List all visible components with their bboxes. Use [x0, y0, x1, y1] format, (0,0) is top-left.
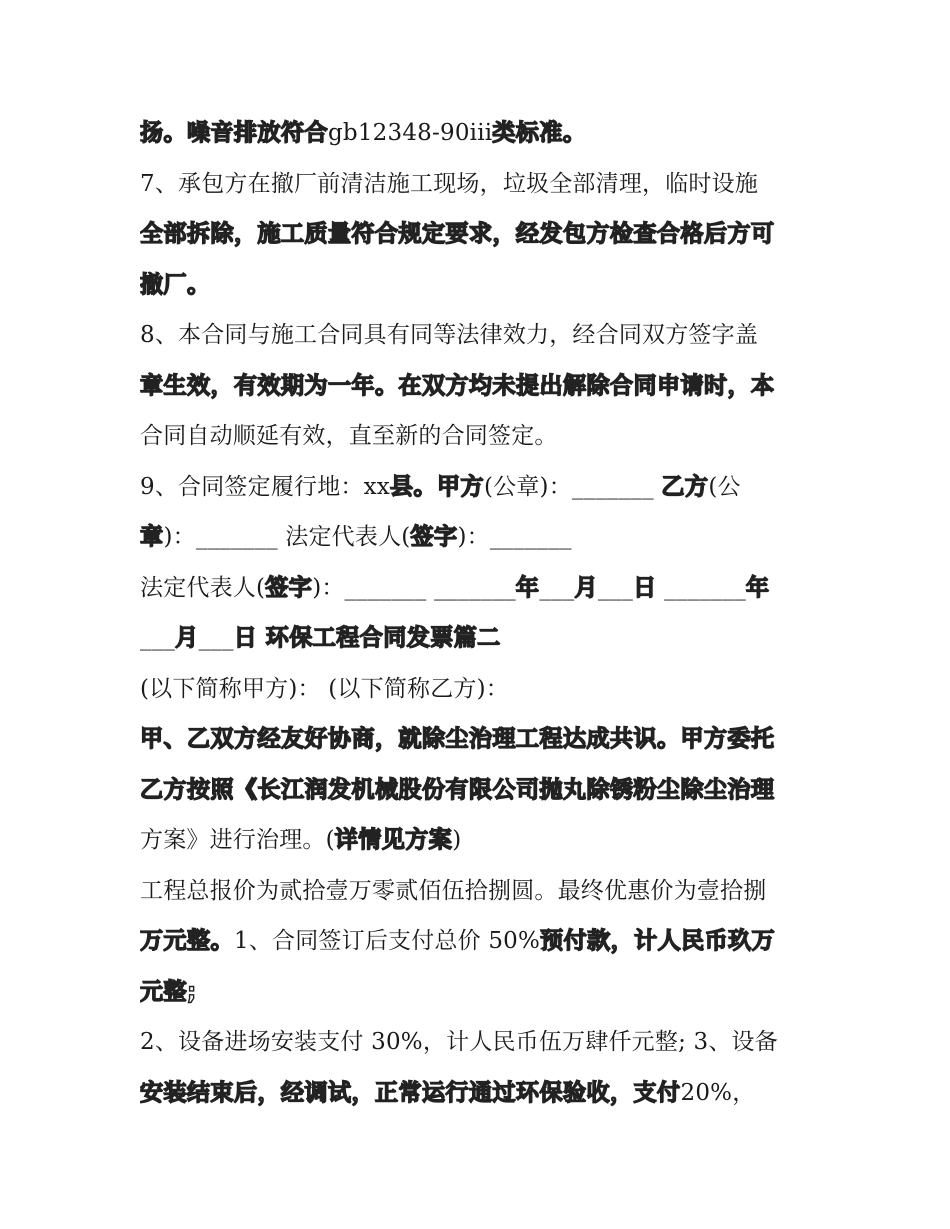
text-line — [140, 411, 820, 462]
text-segment: 7、承包方在撤厂前清洁施工现场，垃圾全部清理，临时设施 — [140, 170, 759, 197]
text-line — [140, 815, 820, 866]
text-segment: gb12348-90iii — [328, 120, 493, 146]
outlined-text-segment: 签字 — [410, 524, 458, 550]
text-segment: 8、本合同与施工合同具有同等法律效力，经合同双方签字盖 — [140, 322, 759, 348]
text-line — [140, 613, 820, 664]
text-line — [140, 967, 820, 1018]
outlined-text-segment: 签字 — [265, 574, 313, 601]
text-line — [140, 209, 820, 260]
text-line — [140, 512, 820, 563]
text-line — [140, 1068, 820, 1119]
outlined-text-segment: 甲、乙双方经友好协商，就除尘治理工程达成共识。甲方委托 — [140, 726, 775, 752]
text-line — [140, 765, 820, 816]
outlined-text-segment: 月 — [574, 574, 598, 601]
text-segment: ___ — [597, 574, 634, 601]
text-segment: ) — [452, 827, 462, 853]
text-segment: ___ — [198, 625, 234, 651]
text-segment: ___ — [539, 574, 575, 601]
outlined-text-segment: 详情见方案 — [334, 827, 453, 853]
outlined-text-segment: 元整; — [140, 978, 197, 1005]
text-line — [140, 1017, 820, 1068]
text-line — [140, 916, 820, 967]
text-segment: 方案》进行治理。( — [140, 827, 335, 853]
text-line — [140, 159, 820, 210]
text-line — [140, 310, 820, 361]
outlined-text-segment: 类标准。 — [492, 120, 587, 146]
text-segment: 1、合同签订后支付总价 50% — [234, 928, 541, 954]
text-segment: 20%， — [680, 1079, 756, 1106]
text-segment: 法定代表人( — [140, 574, 266, 601]
text-segment: (以下简称甲方)： (以下简称乙方)： — [140, 675, 510, 702]
outlined-text-segment: 年 — [746, 574, 770, 601]
text-line — [140, 866, 820, 917]
outlined-text-segment: 章生效，有效期为一年。在双方均未提出解除合同申请时，本 — [140, 372, 775, 399]
outlined-text-segment: 日 — [633, 574, 657, 601]
outlined-text-segment: 万元整。 — [140, 928, 234, 954]
text-line — [140, 664, 820, 715]
outlined-text-segment: 安装结束后，经调试，正常运行通过环保验收，支付 — [140, 1079, 681, 1106]
text-line — [140, 361, 820, 412]
text-segment: )：_______ _______ — [312, 574, 516, 601]
text-segment: (公章)：_______ — [483, 473, 662, 500]
text-line — [140, 563, 820, 614]
text-segment: )：_______ — [457, 524, 572, 550]
text-segment: 2、设备进场安装支付 30%，计人民币伍万肆仟元整; 3、设备 — [140, 1029, 778, 1055]
outlined-text-segment: 全部拆除，施工质量符合规定要求，经发包方检查合格后方可 — [140, 221, 775, 247]
text-segment: _______ — [656, 574, 747, 601]
text-line — [140, 260, 820, 311]
outlined-text-segment: 乙方按照《长江润发机械股份有限公司抛丸除锈粉尘除尘治理 — [140, 776, 775, 803]
text-line — [140, 462, 820, 513]
outlined-text-segment: 扬。噪音排放符合 — [140, 120, 328, 146]
outlined-text-segment: 月 — [175, 625, 199, 651]
text-segment: (公 — [708, 473, 741, 500]
outlined-text-segment: 撤厂。 — [140, 271, 211, 298]
outlined-text-segment: 乙方 — [661, 473, 709, 500]
outlined-text-segment: 年 — [515, 574, 540, 601]
text-segment: 工程总报价为贰拾壹万零贰佰伍拾捌圆。最终优惠价为壹拾捌 — [140, 877, 767, 904]
text-line — [140, 108, 820, 159]
document-body — [140, 108, 820, 1118]
outlined-text-segment: 预付款，计人民币玖万 — [540, 928, 776, 954]
text-line — [140, 714, 820, 765]
outlined-text-segment: 县。甲方 — [389, 473, 484, 500]
text-segment: 9、合同签定履行地：xx — [140, 473, 390, 500]
text-segment: )：_______ 法定代表人( — [163, 524, 411, 550]
outlined-text-segment: 章 — [140, 524, 164, 550]
outlined-text-segment: 日 环保工程合同发票篇二 — [233, 625, 501, 651]
text-segment: 合同自动顺延有效，直至新的合同签定。 — [140, 423, 558, 449]
text-segment: ___ — [140, 625, 176, 651]
